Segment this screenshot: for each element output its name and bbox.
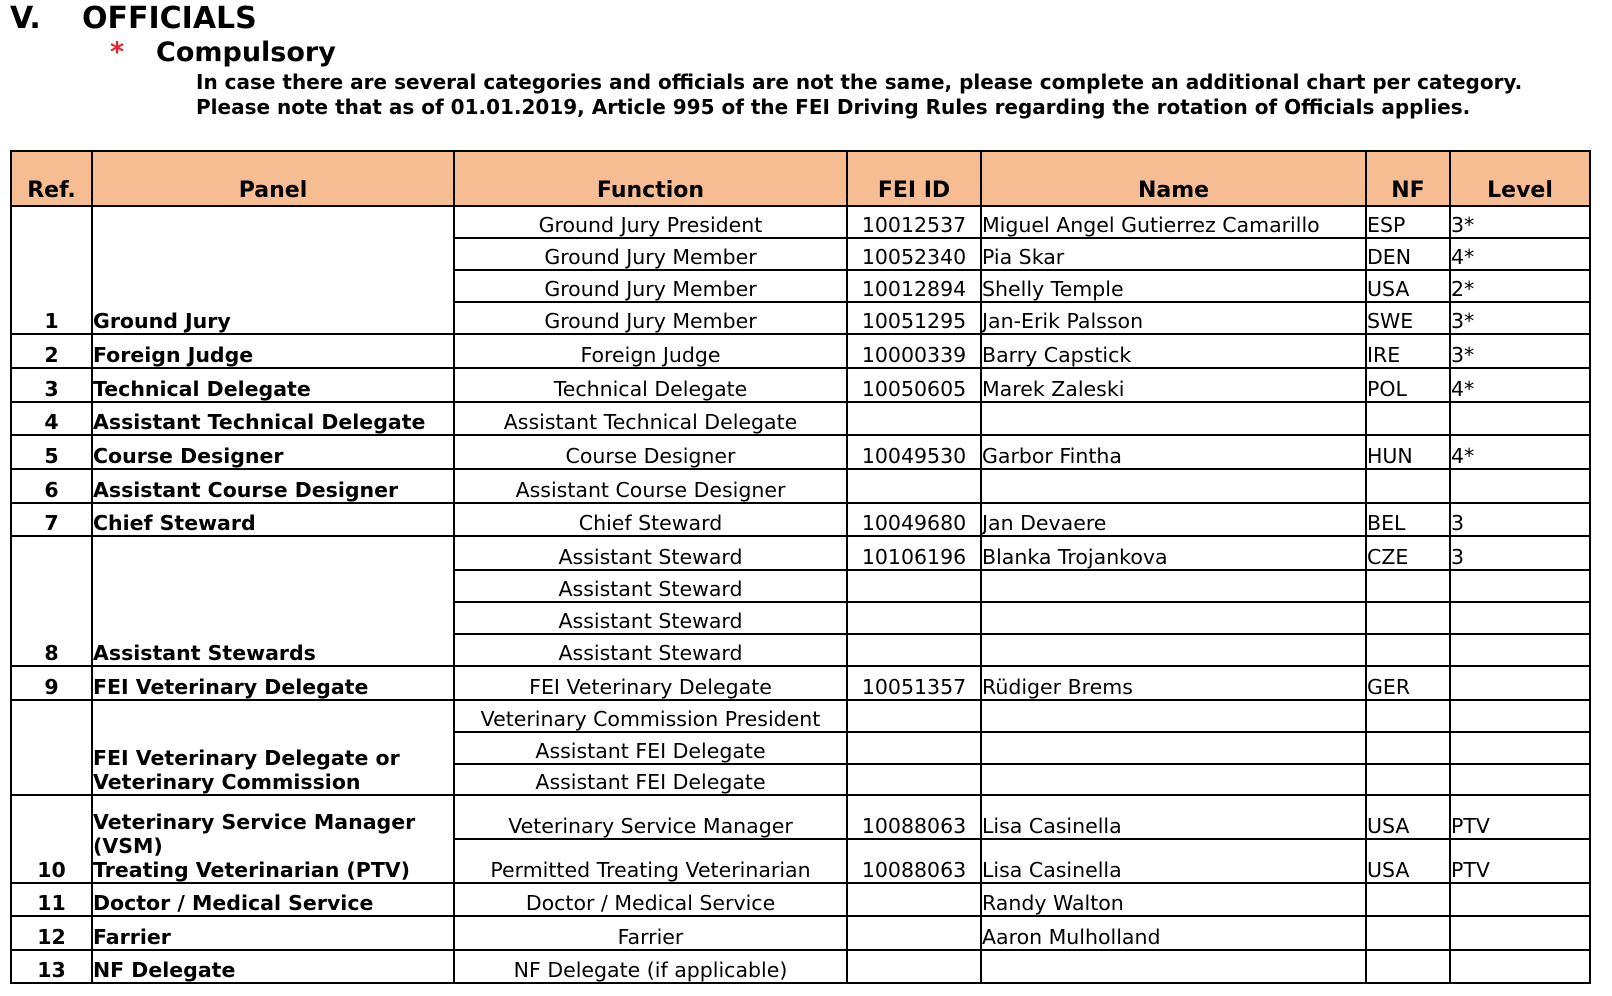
nf-cell: IRE xyxy=(1366,334,1450,368)
level-cell: 3* xyxy=(1450,302,1590,334)
level-cell xyxy=(1450,570,1590,602)
name-cell: Shelly Temple xyxy=(981,270,1366,302)
ref-cell: 12 xyxy=(11,916,92,950)
fei-id-cell: 10000339 xyxy=(847,334,981,368)
name-cell xyxy=(981,602,1366,634)
fei-id-cell xyxy=(847,602,981,634)
fei-id-cell: 10051295 xyxy=(847,302,981,334)
table-row xyxy=(11,503,1590,536)
fei-id-cell: 10049680 xyxy=(847,503,981,536)
name-cell xyxy=(981,402,1366,435)
fei-id-cell xyxy=(847,469,981,503)
function-cell: Assistant Steward xyxy=(454,570,847,602)
level-cell xyxy=(1450,402,1590,435)
panel-line: Veterinary Service Manager xyxy=(93,810,416,834)
name-cell: Barry Capstick xyxy=(981,334,1366,368)
panel-cell: Assistant Course Designer xyxy=(92,469,454,503)
fei-id-cell xyxy=(847,634,981,666)
table-row xyxy=(11,700,1590,732)
level-cell xyxy=(1450,916,1590,950)
function-cell: Permitted Treating Veterinarian xyxy=(454,839,847,883)
nf-cell: HUN xyxy=(1366,435,1450,469)
function-cell: Assistant Technical Delegate xyxy=(454,402,847,435)
name-cell: Blanka Trojankova xyxy=(981,536,1366,570)
function-cell: Ground Jury Member xyxy=(454,238,847,270)
fei-id-cell: 10051357 xyxy=(847,666,981,700)
section-number: V. xyxy=(10,1,41,36)
panel-cell: NF Delegate xyxy=(92,950,454,983)
nf-cell xyxy=(1366,764,1450,795)
level-cell: PTV xyxy=(1450,795,1590,839)
function-cell: Assistant FEI Delegate xyxy=(454,764,847,795)
fei-id-cell: 10088063 xyxy=(847,795,981,839)
header-fei-id: FEI ID xyxy=(847,151,981,206)
instruction-note: In case there are several categories and officials are not the same, please complete an additional chart per category. xyxy=(196,70,1523,94)
nf-cell: DEN xyxy=(1366,238,1450,270)
table-row xyxy=(11,402,1590,435)
table-row xyxy=(11,883,1590,916)
fei-id-cell: 10106196 xyxy=(847,536,981,570)
nf-cell xyxy=(1366,634,1450,666)
ref-cell: 5 xyxy=(11,435,92,469)
function-cell: Technical Delegate xyxy=(454,368,847,402)
function-cell: NF Delegate (if applicable) xyxy=(454,950,847,983)
function-cell: Ground Jury President xyxy=(454,206,847,238)
table-row xyxy=(11,795,1590,839)
level-cell xyxy=(1450,883,1590,916)
name-cell: Miguel Angel Gutierrez Camarillo xyxy=(981,206,1366,238)
table-row xyxy=(11,469,1590,503)
panel-cell: FEI Veterinary Delegate xyxy=(92,666,454,700)
nf-cell: CZE xyxy=(1366,536,1450,570)
nf-cell: USA xyxy=(1366,270,1450,302)
nf-cell xyxy=(1366,570,1450,602)
level-cell xyxy=(1450,950,1590,983)
function-cell: Farrier xyxy=(454,916,847,950)
name-cell xyxy=(981,732,1366,764)
function-cell: Assistant Steward xyxy=(454,634,847,666)
function-cell: Course Designer xyxy=(454,435,847,469)
function-cell: Foreign Judge xyxy=(454,334,847,368)
fei-id-cell: 10050605 xyxy=(847,368,981,402)
table-row xyxy=(11,950,1590,983)
function-cell: Veterinary Service Manager xyxy=(454,795,847,839)
name-cell xyxy=(981,950,1366,983)
fei-id-cell xyxy=(847,764,981,795)
name-cell: Marek Zaleski xyxy=(981,368,1366,402)
level-cell xyxy=(1450,602,1590,634)
name-cell: Pia Skar xyxy=(981,238,1366,270)
nf-cell: ESP xyxy=(1366,206,1450,238)
name-cell: Jan-Erik Palsson xyxy=(981,302,1366,334)
level-cell: 3* xyxy=(1450,334,1590,368)
name-cell: Aaron Mulholland xyxy=(981,916,1366,950)
name-cell: Lisa Casinella xyxy=(981,795,1366,839)
fei-id-cell xyxy=(847,732,981,764)
ref-cell: 2 xyxy=(11,334,92,368)
section-title: OFFICIALS xyxy=(82,1,257,36)
nf-cell xyxy=(1366,469,1450,503)
level-cell: PTV xyxy=(1450,839,1590,883)
ref-cell: 7 xyxy=(11,503,92,536)
fei-id-cell xyxy=(847,700,981,732)
table-row xyxy=(11,536,1590,570)
level-cell: 4* xyxy=(1450,435,1590,469)
name-cell xyxy=(981,570,1366,602)
name-cell xyxy=(981,469,1366,503)
panel-cell xyxy=(92,700,454,795)
fei-id-cell xyxy=(847,883,981,916)
level-cell xyxy=(1450,634,1590,666)
name-cell: Garbor Fintha xyxy=(981,435,1366,469)
header-function: Function xyxy=(454,151,847,206)
ref-cell: 11 xyxy=(11,883,92,916)
fei-id-cell: 10049530 xyxy=(847,435,981,469)
nf-cell: GER xyxy=(1366,666,1450,700)
function-cell: Doctor / Medical Service xyxy=(454,883,847,916)
ref-cell: 3 xyxy=(11,368,92,402)
fei-id-cell: 10012894 xyxy=(847,270,981,302)
nf-cell xyxy=(1366,402,1450,435)
panel-cell: Ground Jury xyxy=(92,206,454,334)
nf-cell: BEL xyxy=(1366,503,1450,536)
header-name: Name xyxy=(981,151,1366,206)
function-cell: Ground Jury Member xyxy=(454,270,847,302)
rules-note: Please note that as of 01.01.2019, Article 995 of the FEI Driving Rules regarding the rotation of Officials applies. xyxy=(196,95,1471,119)
level-cell: 3 xyxy=(1450,536,1590,570)
level-cell xyxy=(1450,700,1590,732)
panel-cell: Course Designer xyxy=(92,435,454,469)
header-panel: Panel xyxy=(92,151,454,206)
table-row xyxy=(11,435,1590,469)
name-cell: Jan Devaere xyxy=(981,503,1366,536)
name-cell: Randy Walton xyxy=(981,883,1366,916)
level-cell: 2* xyxy=(1450,270,1590,302)
fei-id-cell xyxy=(847,916,981,950)
nf-cell xyxy=(1366,883,1450,916)
section-heading xyxy=(10,0,257,38)
level-cell xyxy=(1450,764,1590,795)
nf-cell: POL xyxy=(1366,368,1450,402)
panel-cell: Chief Steward xyxy=(92,503,454,536)
header-level: Level xyxy=(1450,151,1590,206)
name-cell xyxy=(981,764,1366,795)
table-row xyxy=(11,368,1590,402)
fei-id-cell: 10012537 xyxy=(847,206,981,238)
panel-line: Treating Veterinarian (PTV) xyxy=(93,858,411,882)
name-cell: Lisa Casinella xyxy=(981,839,1366,883)
ref-cell: 9 xyxy=(11,666,92,700)
table-row xyxy=(11,666,1590,700)
fei-id-cell xyxy=(847,950,981,983)
ref-cell: 4 xyxy=(11,402,92,435)
name-cell xyxy=(981,634,1366,666)
function-cell: Ground Jury Member xyxy=(454,302,847,334)
fei-id-cell xyxy=(847,402,981,435)
nf-cell xyxy=(1366,700,1450,732)
nf-cell xyxy=(1366,916,1450,950)
level-cell: 4* xyxy=(1450,368,1590,402)
panel-line: (VSM) xyxy=(93,834,163,858)
fei-id-cell xyxy=(847,570,981,602)
name-cell xyxy=(981,700,1366,732)
table-row xyxy=(11,916,1590,950)
panel-cell xyxy=(92,795,454,883)
ref-cell xyxy=(11,700,92,795)
nf-cell: USA xyxy=(1366,839,1450,883)
panel-cell: Assistant Stewards xyxy=(92,536,454,666)
fei-id-cell: 10088063 xyxy=(847,839,981,883)
header-nf: NF xyxy=(1366,151,1450,206)
panel-cell: Farrier xyxy=(92,916,454,950)
function-cell: Assistant Steward xyxy=(454,536,847,570)
name-cell: Rüdiger Brems xyxy=(981,666,1366,700)
ref-cell: 13 xyxy=(11,950,92,983)
nf-cell: USA xyxy=(1366,795,1450,839)
level-cell: 3* xyxy=(1450,206,1590,238)
level-cell xyxy=(1450,469,1590,503)
header-ref: Ref. xyxy=(11,151,92,206)
table-row xyxy=(11,334,1590,368)
panel-line: FEI Veterinary Delegate or xyxy=(93,746,400,770)
nf-cell xyxy=(1366,732,1450,764)
header-row xyxy=(11,151,1590,206)
level-cell: 4* xyxy=(1450,238,1590,270)
function-cell: FEI Veterinary Delegate xyxy=(454,666,847,700)
required-asterisk-icon: * xyxy=(110,37,125,68)
function-cell: Assistant Course Designer xyxy=(454,469,847,503)
nf-cell: SWE xyxy=(1366,302,1450,334)
panel-cell: Assistant Technical Delegate xyxy=(92,402,454,435)
panel-line: Veterinary Commission xyxy=(93,770,361,794)
function-cell: Assistant Steward xyxy=(454,602,847,634)
officials-table xyxy=(10,150,1591,984)
panel-cell: Technical Delegate xyxy=(92,368,454,402)
subtitle-text: Compulsory xyxy=(156,37,336,68)
ref-cell: 10 xyxy=(11,795,92,883)
ref-cell: 1 xyxy=(11,206,92,334)
panel-cell: Foreign Judge xyxy=(92,334,454,368)
level-cell: 3 xyxy=(1450,503,1590,536)
level-cell xyxy=(1450,732,1590,764)
subtitle xyxy=(110,36,336,70)
nf-cell xyxy=(1366,602,1450,634)
nf-cell xyxy=(1366,950,1450,983)
function-cell: Veterinary Commission President xyxy=(454,700,847,732)
panel-cell: Doctor / Medical Service xyxy=(92,883,454,916)
ref-cell: 8 xyxy=(11,536,92,666)
function-cell: Assistant FEI Delegate xyxy=(454,732,847,764)
function-cell: Chief Steward xyxy=(454,503,847,536)
fei-id-cell: 10052340 xyxy=(847,238,981,270)
level-cell xyxy=(1450,666,1590,700)
table-row xyxy=(11,206,1590,238)
ref-cell: 6 xyxy=(11,469,92,503)
